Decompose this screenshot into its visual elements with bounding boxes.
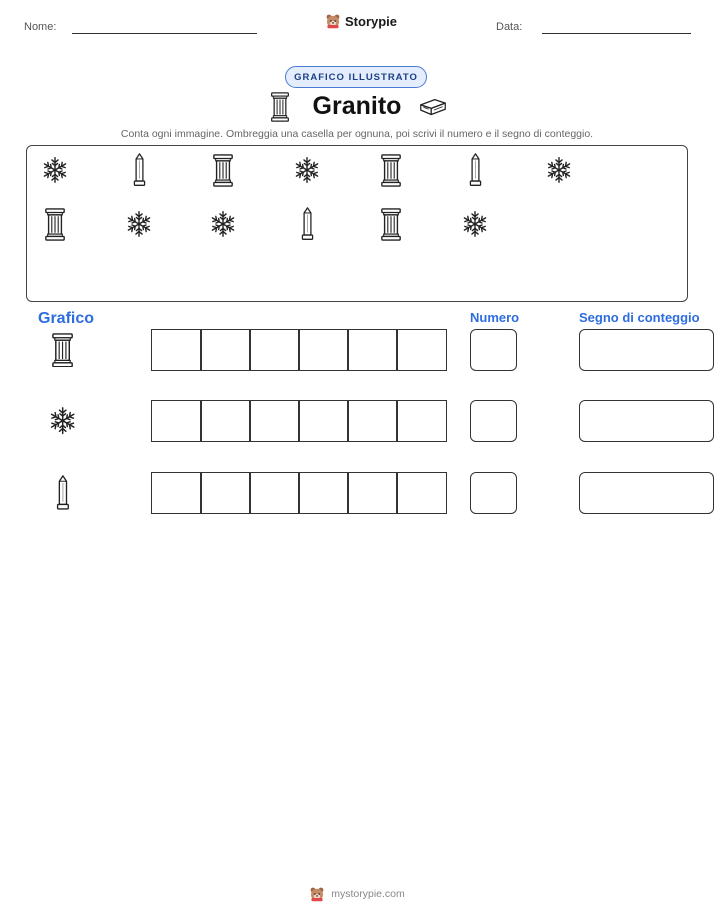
- brand-name: Storypie: [345, 13, 398, 29]
- date-label: Data:: [496, 21, 523, 33]
- obelisk-icon: [299, 207, 316, 241]
- name-label: Nome:: [24, 21, 57, 33]
- snowflake-icon: [209, 210, 237, 238]
- snowflake-icon: [461, 210, 489, 238]
- snowflake-icon: [41, 156, 69, 184]
- shade-cell[interactable]: [396, 472, 447, 514]
- number-box[interactable]: [470, 400, 517, 442]
- tally-box[interactable]: [579, 472, 714, 514]
- obelisk-icon: [131, 153, 148, 187]
- shade-cell[interactable]: [347, 400, 398, 442]
- shade-cell[interactable]: [347, 329, 398, 371]
- shading-grid: [151, 329, 454, 371]
- shade-cell[interactable]: [347, 472, 398, 514]
- column-icon: [380, 154, 402, 187]
- shade-cell[interactable]: [298, 472, 349, 514]
- shade-cell[interactable]: [151, 329, 202, 371]
- graph-header: Grafico: [38, 310, 95, 327]
- date-line[interactable]: [542, 33, 691, 34]
- column-icon: [212, 154, 234, 187]
- snowflake-icon: [545, 156, 573, 184]
- shade-cell[interactable]: [396, 400, 447, 442]
- shading-grid: [151, 400, 454, 442]
- shade-cell[interactable]: [249, 329, 300, 371]
- shade-cell[interactable]: [200, 400, 251, 442]
- column-icon: [380, 208, 402, 241]
- brand-logo: [325, 13, 397, 29]
- bear-icon: [309, 886, 325, 902]
- column-icon: [44, 208, 66, 241]
- number-header: Numero: [470, 310, 520, 325]
- column-icon: [51, 333, 74, 368]
- snowflake-icon: [125, 210, 153, 238]
- shade-cell[interactable]: [151, 472, 202, 514]
- number-box[interactable]: [470, 472, 517, 514]
- bear-icon: [325, 13, 341, 29]
- worksheet-badge: GRAFICO ILLUSTRATO: [285, 66, 427, 88]
- shade-cell[interactable]: [298, 400, 349, 442]
- obelisk-icon: [467, 153, 484, 187]
- footer-url: mystorypie.com: [331, 888, 405, 900]
- instructions: Conta ogni immagine. Ombreggia una casella per ognuna, poi scrivi il numero e il segno di conteggio.: [120, 128, 594, 140]
- stone-slab-icon: [418, 97, 448, 118]
- tally-box[interactable]: [579, 329, 714, 371]
- shading-grid: [151, 472, 454, 514]
- shade-cell[interactable]: [200, 472, 251, 514]
- name-line[interactable]: [72, 33, 257, 34]
- snowflake-icon: [293, 156, 321, 184]
- number-box[interactable]: [470, 329, 517, 371]
- shade-cell[interactable]: [249, 400, 300, 442]
- shade-cell[interactable]: [298, 329, 349, 371]
- tally-header: Segno di conteggio: [579, 310, 700, 325]
- tally-box[interactable]: [579, 400, 714, 442]
- shade-cell[interactable]: [151, 400, 202, 442]
- shade-cell[interactable]: [396, 329, 447, 371]
- page-title: Granito: [312, 92, 402, 120]
- shade-cell[interactable]: [200, 329, 251, 371]
- shade-cell[interactable]: [249, 472, 300, 514]
- snowflake-icon: [48, 406, 77, 435]
- footer: [0, 886, 714, 902]
- obelisk-icon: [54, 475, 72, 511]
